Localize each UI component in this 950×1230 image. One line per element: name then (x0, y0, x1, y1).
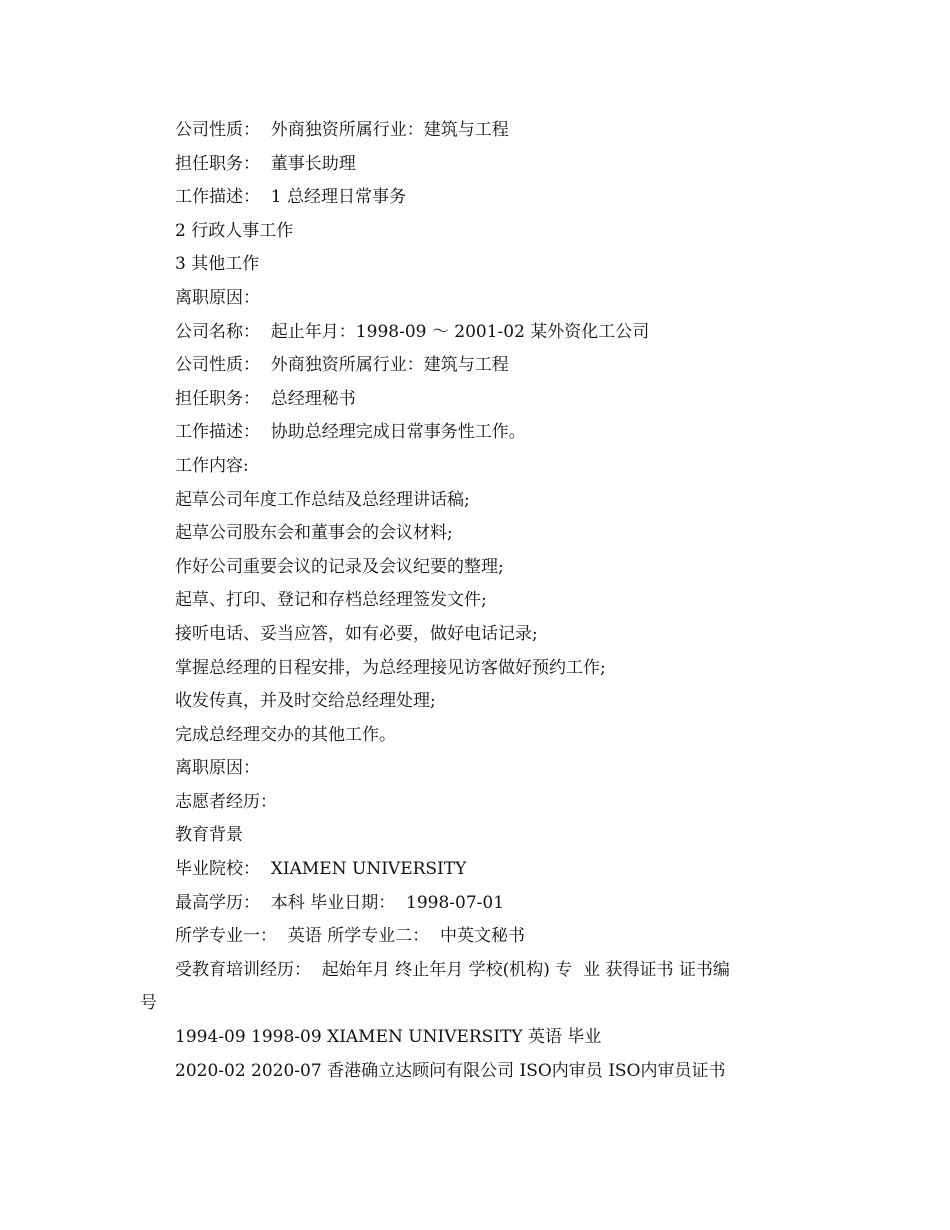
job-description-item-2: 2 行政人事工作 (175, 220, 294, 241)
company-type-line-2: 公司性质： 外商独资所属行业：建筑与工程 (175, 355, 509, 376)
training-record-1: 1994-09 1998-09 XIAMEN UNIVERSITY 英语 毕业 (175, 1027, 602, 1048)
company-name-line-2: 公司名称： 起止年月：1998-09 ～ 2001-02 某外资化工公司 (175, 321, 650, 342)
major-line: 所学专业一： 英语 所学专业二： 中英文秘书 (175, 926, 526, 947)
job-content-item: 掌握总经理的日程安排，为总经理接见访客做好预约工作; (175, 657, 606, 678)
training-record-2: 2020-02 2020-07 香港确立达顾问有限公司 ISO内审员 ISO内审员证书 (175, 1060, 726, 1081)
job-content-item: 起草公司年度工作总结及总经理讲话稿; (175, 489, 470, 510)
job-content-item: 收发传真，并及时交给总经理处理; (175, 691, 436, 712)
job-content-item: 起草公司股东会和董事会的会议材料; (175, 523, 453, 544)
training-header-wrap: 号 (140, 993, 157, 1014)
job-content-item: 作好公司重要会议的记录及会议纪要的整理; (175, 556, 504, 577)
document-body (140, 114, 830, 1088)
company-type-line-1: 公司性质： 外商独资所属行业：建筑与工程 (175, 120, 509, 140)
leaving-reason-line-1: 离职原因： (175, 287, 260, 308)
position-line-1: 担任职务： 董事长助理 (175, 153, 356, 174)
training-header-line: 受教育培训经历： 起始年月 终止年月 学校(机构) 专 业 获得证书 证书编 (175, 959, 730, 980)
job-content-item: 接听电话、妥当应答，如有必要，做好电话记录; (175, 623, 538, 644)
leaving-reason-line-2: 离职原因： (175, 758, 260, 779)
volunteer-experience-line: 志愿者经历： (175, 791, 277, 812)
job-description-line-1: 工作描述： 1 总经理日常事务 (175, 187, 407, 208)
job-content-item: 完成总经理交办的其他工作。 (175, 724, 396, 745)
job-content-heading: 工作内容: (175, 455, 249, 476)
highest-degree-line: 最高学历： 本科 毕业日期： 1998-07-01 (175, 892, 505, 913)
education-heading: 教育背景 (175, 825, 243, 846)
job-description-item-3: 3 其他工作 (175, 254, 260, 275)
graduated-school-line: 毕业院校： XIAMEN UNIVERSITY (175, 859, 467, 880)
job-description-line-2: 工作描述： 协助总经理完成日常事务性工作。 (175, 422, 526, 443)
job-content-item: 起草、打印、登记和存档总经理签发文件; (175, 590, 487, 611)
position-line-2: 担任职务： 总经理秘书 (175, 388, 356, 409)
